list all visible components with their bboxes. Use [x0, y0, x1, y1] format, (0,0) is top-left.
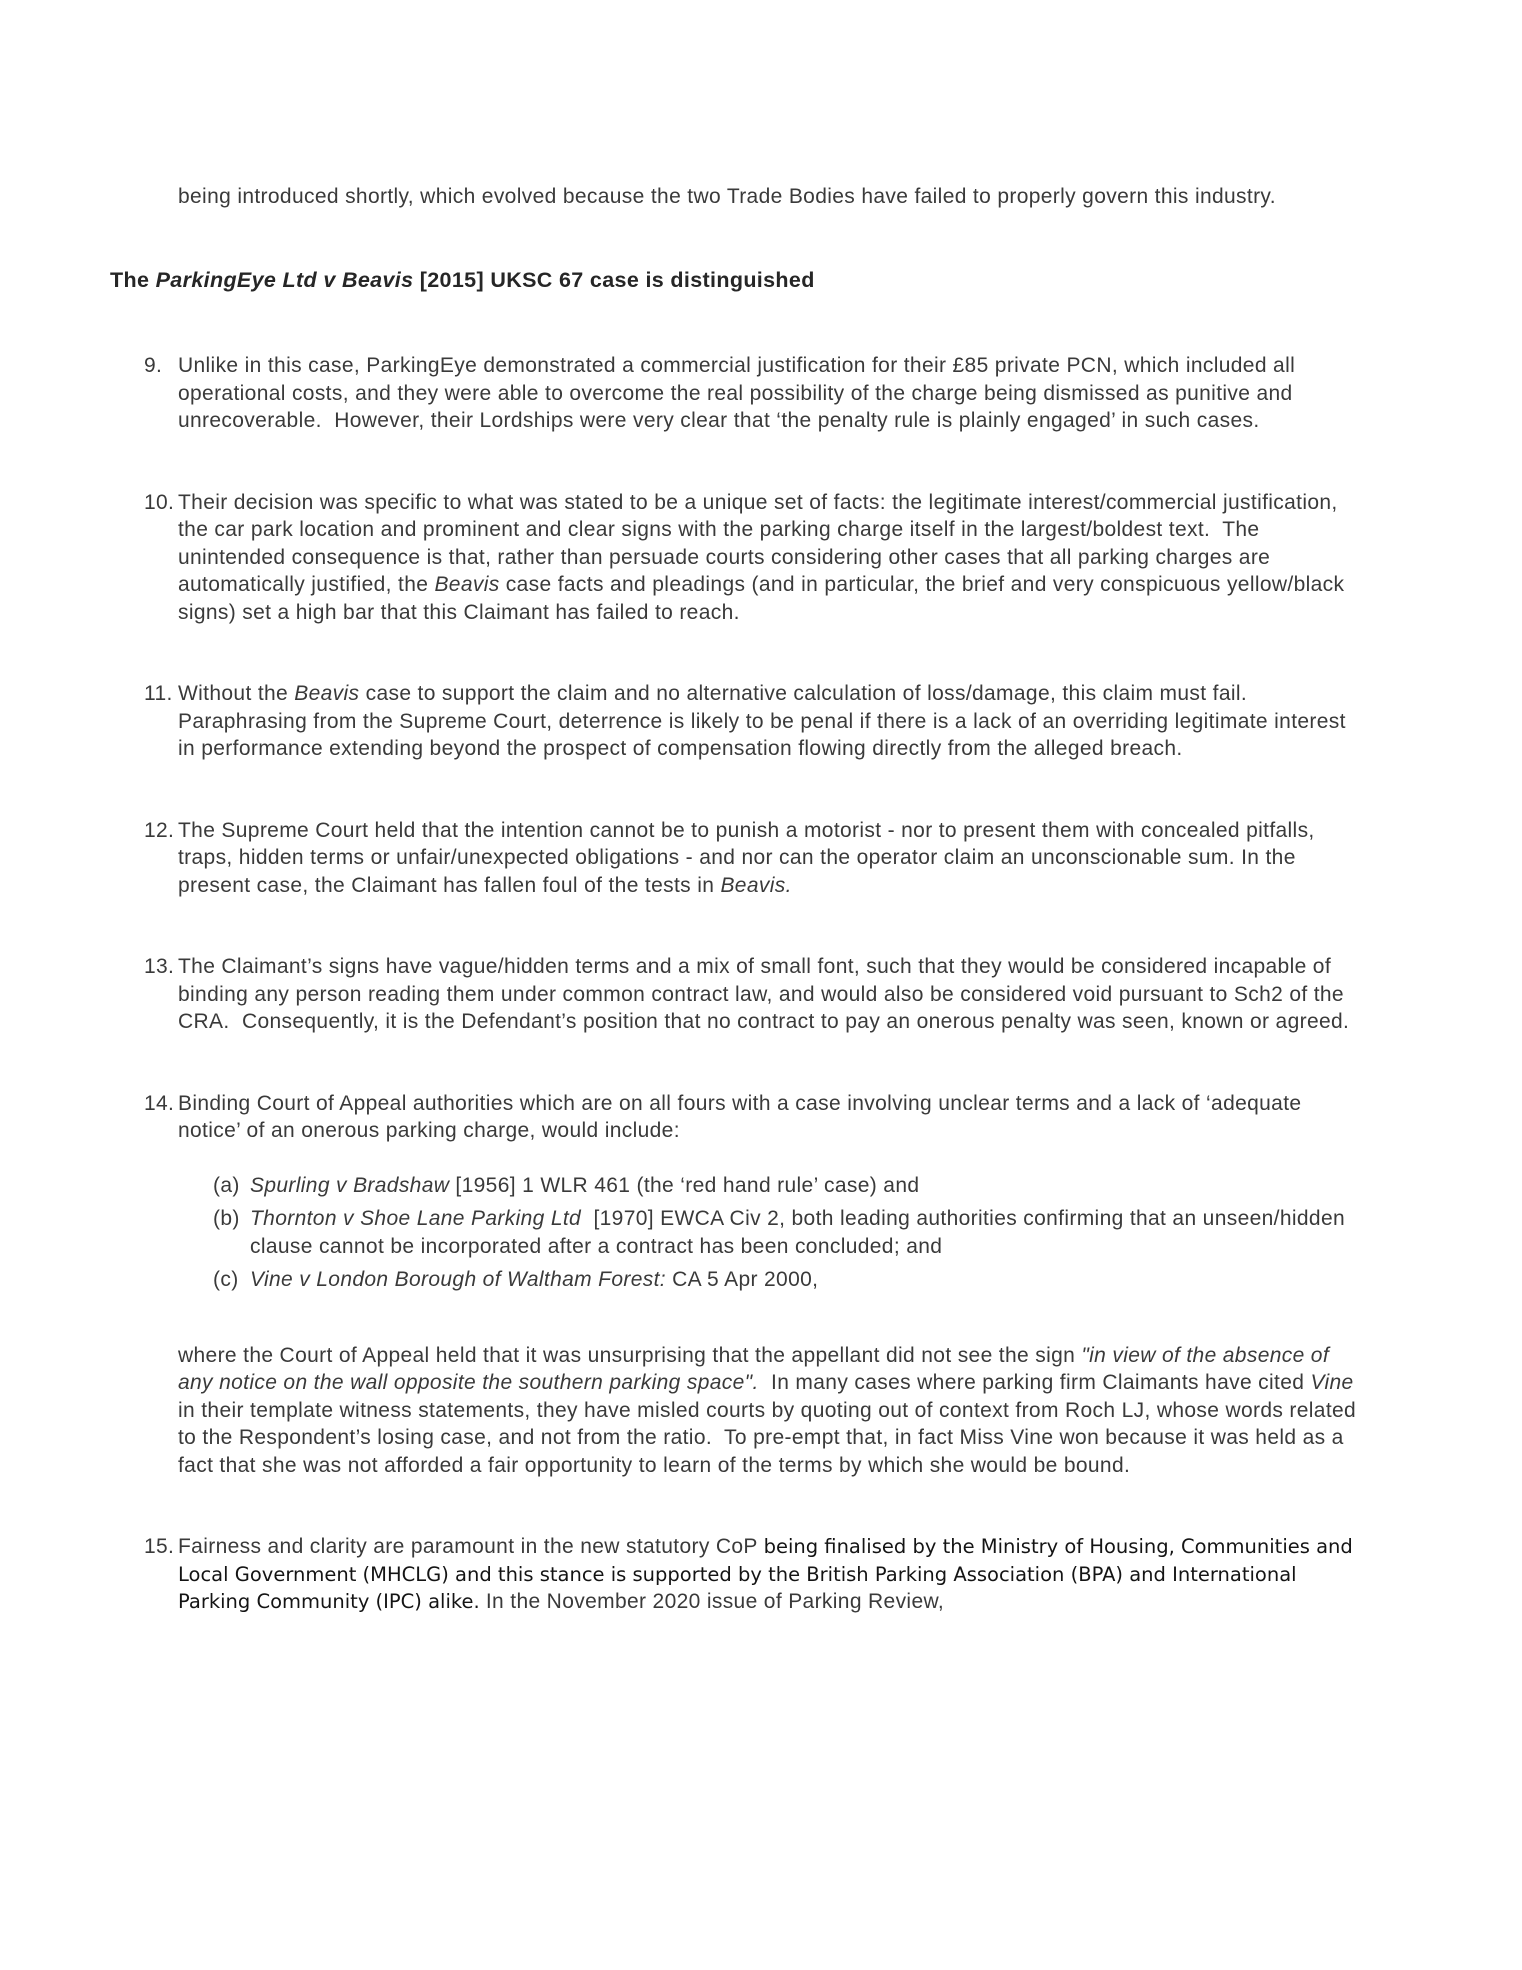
case-citation: Beavis — [294, 682, 360, 705]
text-run: case facts and pleadings (and in particular, the brief and very conspicuous yellow/black signs) set a high bar that this Claimant has failed to reach. — [178, 573, 1351, 624]
numbered-paragraph-13 — [110, 953, 1362, 1036]
text-run: CA 5 Apr 2000, — [665, 1268, 819, 1291]
text-run: Unlike in this case, ParkingEye demonstrated a commercial justification for their £85 private PCN, which included all operational costs, and they were able to overcome the real possibility of the charge being dismissed as punitive and unrecoverable. However, their Lordships were very clear that ‘the penalty rule is plainly engaged’ in such cases. — [178, 354, 1302, 432]
paragraph-text — [178, 817, 1362, 900]
numbered-paragraph-12 — [110, 817, 1362, 900]
case-citation: Vine — [1310, 1371, 1354, 1394]
section-heading — [110, 267, 1362, 295]
sub-item-a — [213, 1172, 1362, 1200]
case-citation: ParkingEye Ltd v Beavis — [155, 267, 414, 292]
sub-item-marker: (c) — [213, 1268, 239, 1291]
paragraph-number: 12. — [144, 818, 175, 842]
paragraph-text — [178, 953, 1362, 1036]
text-run: in their template witness statements, they have misled courts by quoting out of context from Roch LJ, whose words related to the Respondent’s losing case, and not from the ratio. To pre-empt that, in fact Miss Vine won because it was held as a fact that she was not afforded a fair opportunity to learn of the terms by which she would be bound. — [178, 1371, 1363, 1477]
text-run: Binding Court of Appeal authorities which are on all fours with a case involving unclear terms and a lack of ‘adequate notice’ of an onerous parking charge, would include: — [178, 1091, 1308, 1142]
paragraph-text — [178, 352, 1362, 435]
case-citation: Thornton v Shoe Lane Parking Ltd — [250, 1207, 582, 1230]
paragraph-text — [178, 1533, 1362, 1616]
text-run: [1970] EWCA Civ 2, both leading authorities confirming that an unseen/hidden clause cannot be incorporated after a contract has been concluded; and — [250, 1207, 1352, 1258]
paragraph-text — [178, 1090, 1362, 1145]
paragraph-number: 13. — [144, 955, 175, 978]
paragraph-vine-explanation — [178, 1342, 1362, 1480]
numbered-paragraph-11 — [110, 680, 1362, 763]
text-run: where the Court of Appeal held that it was unsurprising that the appellant did not see the sign — [178, 1343, 1082, 1367]
sub-item-c — [213, 1266, 1362, 1294]
text-run: The Claimant’s signs have vague/hidden terms and a mix of small font, such that they would be considered incapable of binding any person reading them under common contract law, and would also be considered void pursuant to Sch2 of the CRA. Consequently, it is the Defendant’s position that no contract to pay an onerous penalty was seen, known or agreed. — [178, 955, 1351, 1033]
quoted-judgment-text: "in view of the absence of any notice on the wall opposite the southern parking space". — [178, 1343, 1336, 1394]
paragraph-text — [250, 1172, 1362, 1200]
paragraph-text — [250, 1266, 1362, 1294]
case-citation: Beavis — [434, 573, 500, 596]
text-run: [1956] 1 WLR 461 (the ‘red hand rule’ case) and — [449, 1173, 920, 1197]
paragraph-number: 10. — [144, 490, 175, 514]
text-run: case to support the claim and no alternative calculation of loss/damage, this claim must fail. Paraphrasing from the Supreme Court, deterrence is likely to be penal if there is a lack of an overriding legitimate interest in performance extending beyond the prospect of compensation flowing directly from the alleged breach. — [178, 682, 1353, 760]
paragraph-number: 9. — [144, 354, 163, 377]
text-run: Their decision was specific to what was stated to be a unique set of facts: the legitimate interest/commercial justification, the car park location and prominent and clear signs with the parking charge itself in the largest/boldest text. The unintended consequence is that, rather than persuade courts considering other cases that all parking charges are automatically justified, the — [178, 490, 1344, 596]
text-run: Fairness and clarity are paramount in the new statutory CoP — [178, 1535, 764, 1558]
numbered-paragraph-9 — [110, 352, 1362, 435]
paragraph-text — [250, 1205, 1362, 1260]
text-run: [2015] UKSC 67 case is distinguished — [413, 267, 815, 292]
paragraph-text — [178, 489, 1362, 627]
paragraph-intro-continuation — [178, 183, 1362, 211]
text-run: Without the — [178, 682, 295, 705]
text-run: In the November 2020 issue of Parking Review, — [479, 1590, 945, 1613]
paragraph-number: 14. — [144, 1091, 175, 1115]
text-run: In many cases where parking firm Claimants have cited — [758, 1371, 1311, 1394]
numbered-paragraph-14 — [110, 1090, 1362, 1145]
authorities-sub-list — [213, 1172, 1362, 1294]
text-run: The — [110, 267, 156, 292]
sub-item-marker: (a) — [213, 1173, 240, 1197]
paragraph-text — [178, 680, 1362, 763]
numbered-paragraph-15 — [110, 1533, 1362, 1616]
numbered-paragraph-10 — [110, 489, 1362, 627]
case-citation: Spurling v Bradshaw — [250, 1173, 450, 1197]
paragraph-number: 11. — [144, 682, 173, 705]
text-run: The Supreme Court held that the intention cannot be to punish a motorist - nor to present them with concealed pitfalls, traps, hidden terms or unfair/unexpected obligations - and nor can the operator claim an unconscionable sum. In the present case, the Claimant has fallen foul of the tests in — [178, 818, 1321, 897]
paragraph-number: 15. — [144, 1535, 175, 1558]
sub-item-marker: (b) — [213, 1207, 240, 1230]
text-run: being introduced shortly, which evolved because the two Trade Bodies have failed to properly govern this industry. — [178, 185, 1276, 208]
sub-item-b — [213, 1205, 1362, 1260]
pasted-text-run: being finalised by the Ministry of Housing, Communities and Local Government (MHCLG) and this stance is supported by the British Parking Association (BPA) and International Parking Community (IPC) alike. — [178, 1535, 1359, 1613]
case-citation: Vine v London Borough of Waltham Forest: — [250, 1268, 666, 1291]
case-citation: Beavis. — [720, 873, 792, 897]
